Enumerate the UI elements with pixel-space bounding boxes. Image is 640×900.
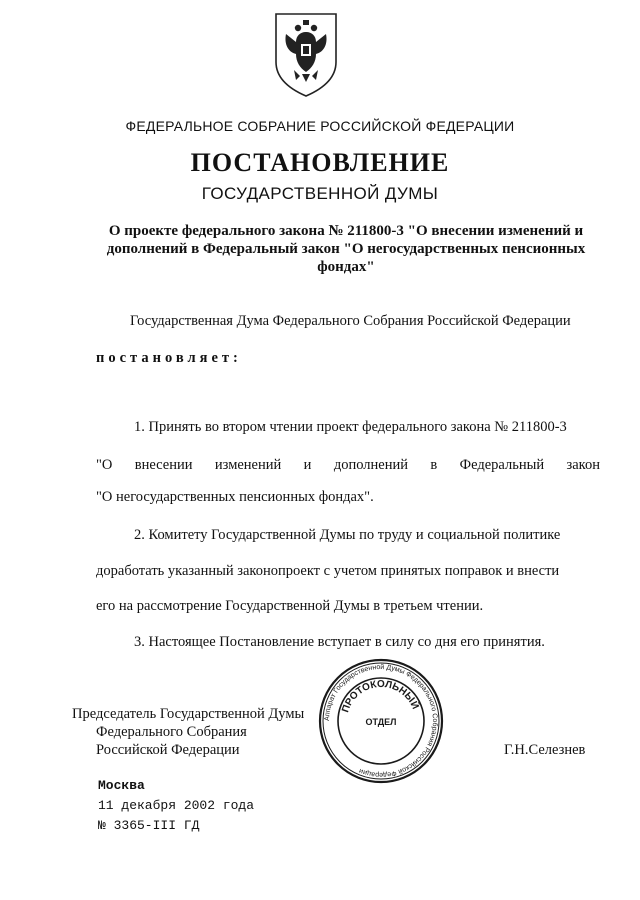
word: Федеральный <box>459 457 545 473</box>
stamp-outer-text: Аппарат Государственной Думы Федерального Собрания Российской Федерации <box>323 663 439 779</box>
word: закон <box>566 457 600 473</box>
signatory-name: Г.Н.Селезнев <box>504 742 586 758</box>
footer-city: Москва <box>98 778 145 793</box>
official-stamp-icon <box>318 658 444 784</box>
item-2-line-1: 2. Комитету Государственной Думы по труду и социальной политике <box>134 527 561 543</box>
word: "О <box>96 457 113 473</box>
signature-position-line-1: Председатель Государственной Думы <box>72 706 305 722</box>
item-1-line-3: "О негосударственных пенсионных фондах". <box>96 489 374 505</box>
document-title: ПОСТАНОВЛЕНИЕ <box>190 148 450 177</box>
stamp-center-text: ОТДЕЛ <box>365 717 397 727</box>
resolves-text: постановляет: <box>96 350 242 366</box>
svg-text:ПРОТОКОЛЬНЫЙ <box>340 679 422 714</box>
coat-of-arms-icon <box>272 10 340 98</box>
stamp-inner-text: ПРОТОКОЛЬНЫЙ <box>340 678 421 715</box>
item-1-line-1: 1. Принять во втором чтении проект федерального закона № 211800-3 <box>134 419 567 435</box>
signature-position-line-3: Российской Федерации <box>96 742 240 758</box>
item-2-line-2: доработать указанный законопроект с учетом принятых поправок и внести <box>96 563 560 579</box>
footer-date: 11 декабря 2002 года <box>98 798 255 813</box>
word: изменений <box>214 457 282 473</box>
word: в <box>430 457 438 473</box>
signature-position-line-2: Федерального Собрания <box>96 724 247 740</box>
item-3: 3. Настоящее Постановление вступает в силу со дня его принятия. <box>134 634 545 650</box>
document-subtitle: ГОСУДАРСТВЕННОЙ ДУМЫ <box>201 184 439 203</box>
word: дополнений <box>333 457 408 473</box>
word: и <box>303 457 312 473</box>
word: внесении <box>134 457 193 473</box>
item-2-line-3: его на рассмотрение Государственной Думы в третьем чтении. <box>96 598 484 614</box>
item-1-line-2 <box>96 457 600 474</box>
organization-name: ФЕДЕРАЛЬНОЕ СОБРАНИЕ РОССИЙСКОЙ ФЕДЕРАЦИИ <box>125 118 515 134</box>
footer-number: № 3365-III ГД <box>98 818 200 833</box>
document-subject: О проекте федерального закона № 211800-3 "О внесении изменений и дополнений в Федеральный закон "О негосударственных пенсионных фондах" <box>106 223 586 275</box>
preamble-text: Государственная Дума Федерального Собрания Российской Федерации <box>130 313 571 329</box>
